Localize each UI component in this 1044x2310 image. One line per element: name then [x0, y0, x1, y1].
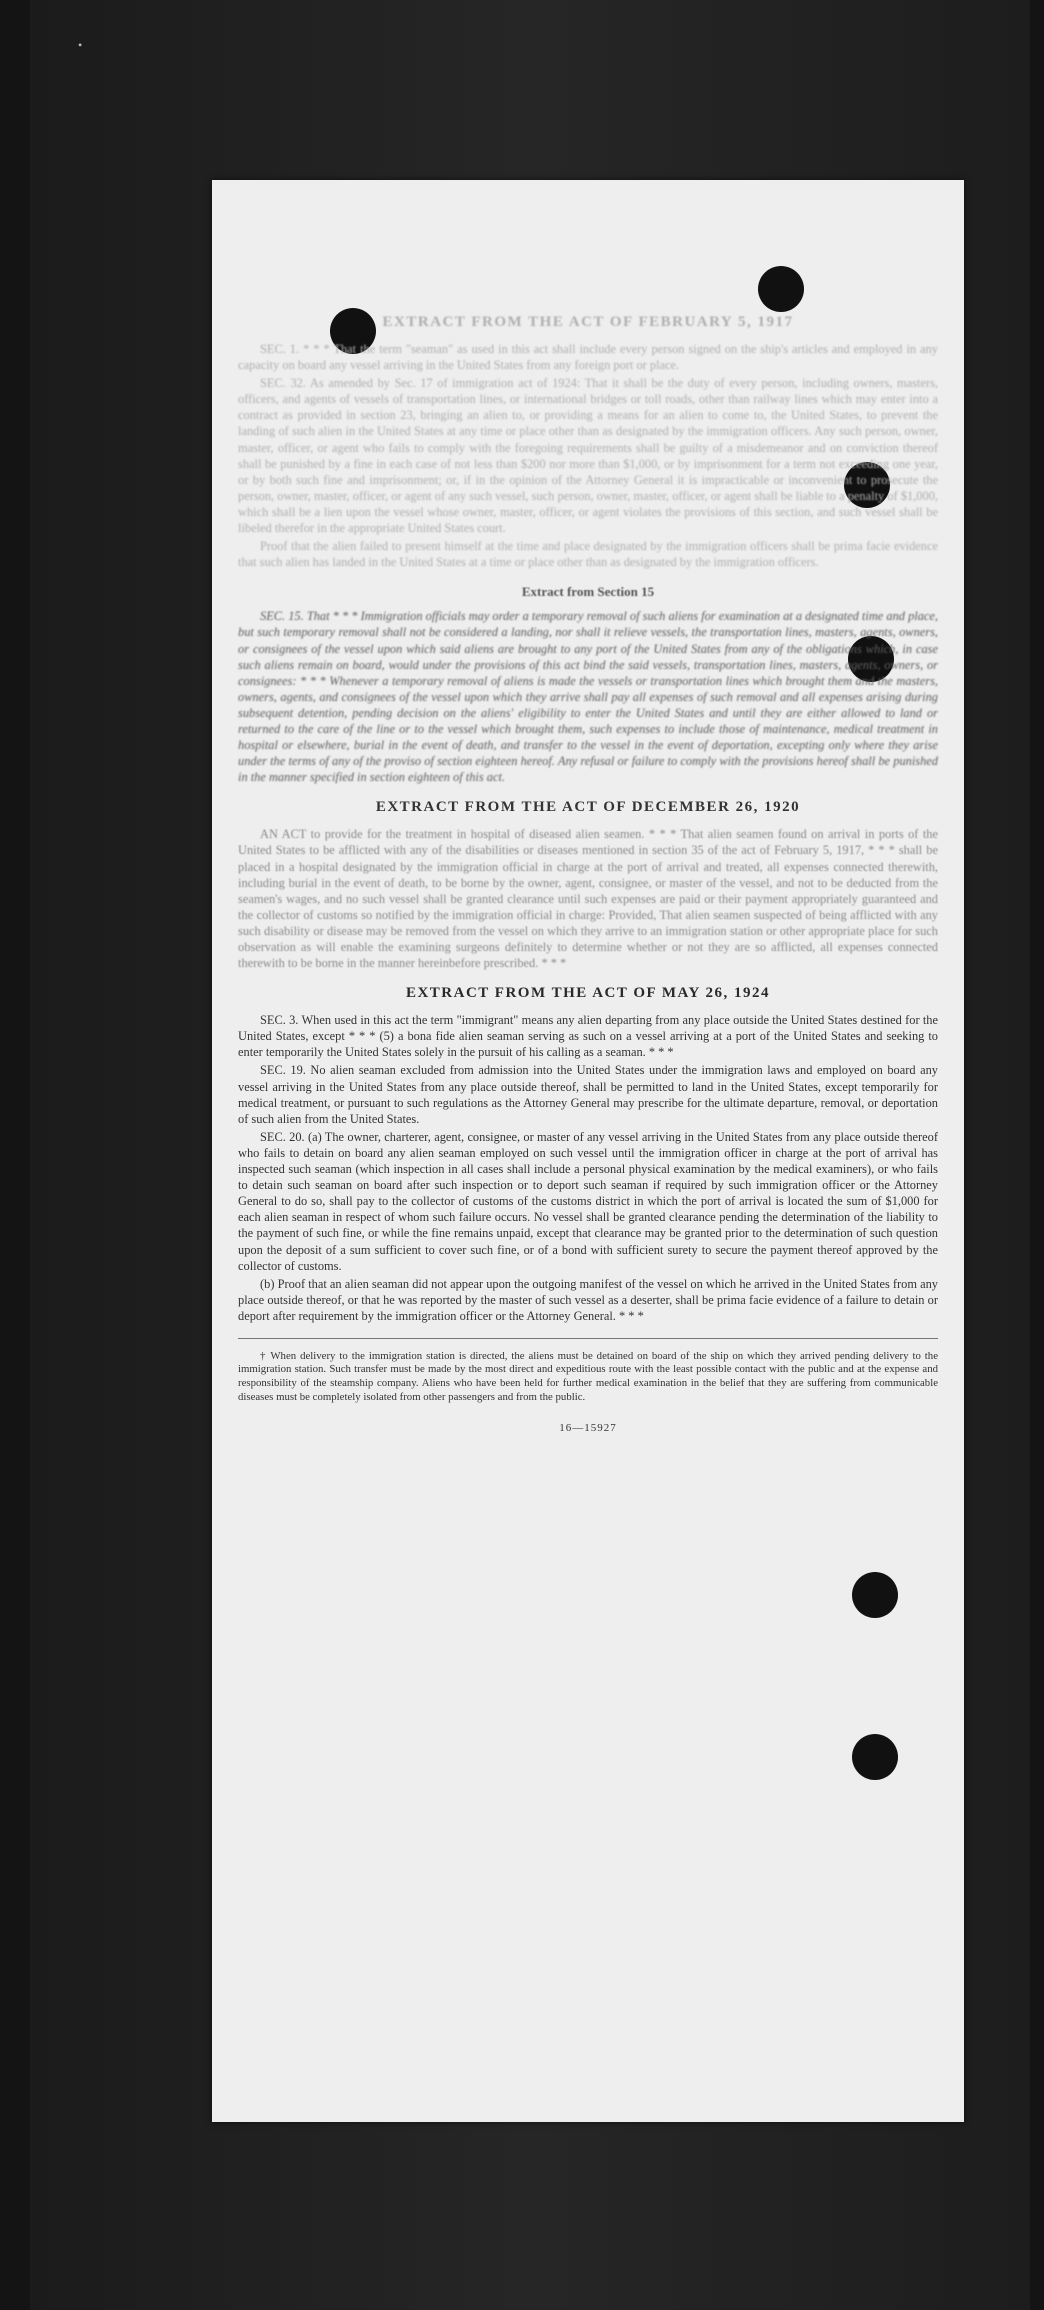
punch-hole: [758, 266, 804, 312]
section-heading: EXTRACT FROM THE ACT OF DECEMBER 26, 1920: [375, 799, 801, 816]
section-paragraph: SEC. 15. That * * * Immigration officials may order a temporary removal of such aliens for examination at a designated time and place, but such temporary removal shall not be considered a landing, nor shall it relieve vessels, the transportation lines, masters, agents, owners, or consignees of the vessel upon which said aliens are brought to any port of the United States from any of the obligations which, in case such aliens remain on board, would under the provisions of this act bind the said vessels, transportation lines, masters, agents, owners, or consignees: * * * Whenever a temporary removal of aliens is made the vessels or transportation lines which brought them and the masters, owners, agents, and consignees of the vessel upon which they arrive shall pay all expenses of such removal and all expenses arising during subsequent detention, pending decision on the aliens' eligibility to enter the United States and until they are either allowed to land or returned to the care of the line or to the vessel which brought them, such expenses to include those of maintenance, medical treatment in hospital or elsewhere, burial in the event of death, and transfer to the vessel in the event of deportation, excepting only where they arise under the terms of any of the proviso of section eighteen hereof. Any refusal or failure to comply with the provisions hereof shall be punished in the manner specified in section eighteen of this act.: [238, 609, 938, 785]
section-act-1917: [238, 314, 938, 570]
document-page: [212, 180, 964, 2122]
section-act-1924: [238, 985, 938, 1324]
page-number: 16—15927: [559, 1422, 617, 1435]
section-paragraph: SEC. 3. When used in this act the term "immigrant" means any alien departing from any place outside the United States destined for the United States, except * * * (5) a bona fide alien seaman serving as such on a vessel arriving at a port of the United States and seeking to enter temporarily the United States solely in the pursuit of his calling as a seaman. * * *: [238, 1013, 938, 1060]
footnote: † When delivery to the immigration station is directed, the aliens must be detained on board of the ship on which they arrived pending delivery to the immigration station. Such transfer must be made by the most direct and expeditious route with the least possible contact with the public and at the expense and responsibility of the steamship company. Aliens who have been held for further medical examination in the belief that they are suffering from communicable diseases must be completely isolated from other passengers and from the public.: [238, 1349, 938, 1403]
punch-hole: [852, 1734, 898, 1780]
section-heading: EXTRACT FROM THE ACT OF MAY 26, 1924: [405, 985, 771, 1002]
section-paragraph: SEC. 32. As amended by Sec. 17 of immigration act of 1924: That it shall be the duty of every person, including owners, masters, officers, and agents of vessels of transportation lines, or international bridges or toll roads, other than railway lines which may enter into a contract as provided in section 23, bringing an alien to, or providing a means for an alien to come to, the United States, to prevent the landing of such alien in the United States at any time or place other than as designated by the immigration officers. Any such person, owner, master, officer, or agent who fails to comply with the foregoing requirements shall be guilty of a misdemeanor and on conviction thereof shall be punished by a fine in each case of not less than $200 nor more than $1,000, or by imprisonment for a term not exceeding one year, or by both such fine and imprisonment; or, if in the opinion of the Attorney General it is impracticable or inconvenient to prosecute the person, owner, master, officer, or agent of any such vessel, such person, owner, master, officer, or agent shall be liable to a penalty of $1,000, which shall be a lien upon the vessel whose owner, master, officer, or agent violates the provisions of this section, and such vessel shall be libeled therefor in the appropriate United States court.: [238, 376, 938, 536]
section-subheading: Extract from Section 15: [521, 584, 655, 600]
punch-hole: [852, 1572, 898, 1618]
section-paragraph: Proof that the alien failed to present himself at the time and place designated by the immigration officers shall be prima facie evidence that such alien has landed in the United States at a time or place other than as designated by the immigration officers.: [238, 539, 938, 570]
film-speck: •: [78, 38, 83, 52]
section-paragraph: SEC. 19. No alien seaman excluded from admission into the United States under the immigration laws and employed on board any vessel arriving in the United States from any place outside thereof, shall be permitted to land in the United States, except temporarily for medical treatment, or pursuant to such regulations as the Attorney General may prescribe for the ultimate departure, removal, or deportation of such alien from the United States.: [238, 1063, 938, 1126]
section-paragraph: (b) Proof that an alien seaman did not appear upon the outgoing manifest of the vessel on which he arrived in the United States from any place outside thereof, or that he was reported by the master of such vessel as a deserter, shall be prima facie evidence of a failure to detain or deport after requirement by the immigration officer or the Attorney General. * * *: [238, 1276, 938, 1323]
section-paragraph: AN ACT to provide for the treatment in hospital of diseased alien seamen. * * * That alien seamen found on arrival in ports of the United States to be afflicted with any of the disabilities or diseases mentioned in section 35 of the act of February 5, 1917, * * * shall be placed in a hospital designated by the immigration official in charge at the port of arrival and treated, all expenses connected therewith, including burial in the event of death, to be borne by the owner, agent, consignee, or master of the vessel, and not to be deducted from the seamen's wages, and no such vessel shall be granted clearance until such expenses are paid or their payment appropriately guaranteed and the collector of customs so notified by the immigration official in charge: Provided, That alien seamen suspected of being afflicted with any such disability or disease may be removed from the vessel on which they arrive to an immigration station or other appropriate place for such observation as will enable the examining surgeons definitely to determine whether or not they are so afflicted, all expenses connected therewith to be borne in the manner hereinbefore prescribed. * * *: [238, 827, 938, 971]
section-paragraph: SEC. 1. * * * That the term "seaman" as used in this act shall include every person signed on the ship's articles and employed in any capacity on board any vessel arriving in the United States from any foreign port or place.: [238, 342, 938, 373]
section-act-1920: [238, 799, 938, 971]
section-paragraph: SEC. 20. (a) The owner, charterer, agent, consignee, or master of any vessel arriving in the United States from any place outside thereof who fails to detain on board any alien seaman employed on such vessel until the immigration officer in charge at the port of arrival has inspected such seaman (which inspection in all cases shall include a personal physical examination by the medical examiners), or who fails to detain such seaman on board after such inspection or to deport such seaman if required by such immigration officer or the Attorney General to do so, shall pay to the collector of customs of the customs district in which the port of arrival is located the sum of $1,000 for each alien seaman in respect of whom such failure occurs. No vessel shall be granted clearance pending the determination of the liability to the payment of such fine, or while the fine remains unpaid, except that clearance may be granted prior to the determination of such question upon the deposit of a sum sufficient to cover such fine, or of a bond with sufficient surety to secure the payment thereof approved by the collector of customs.: [238, 1129, 938, 1273]
section-extract-15: [238, 584, 938, 785]
section-heading: EXTRACT FROM THE ACT OF FEBRUARY 5, 1917: [382, 314, 794, 330]
footnote-divider: [238, 1338, 938, 1339]
